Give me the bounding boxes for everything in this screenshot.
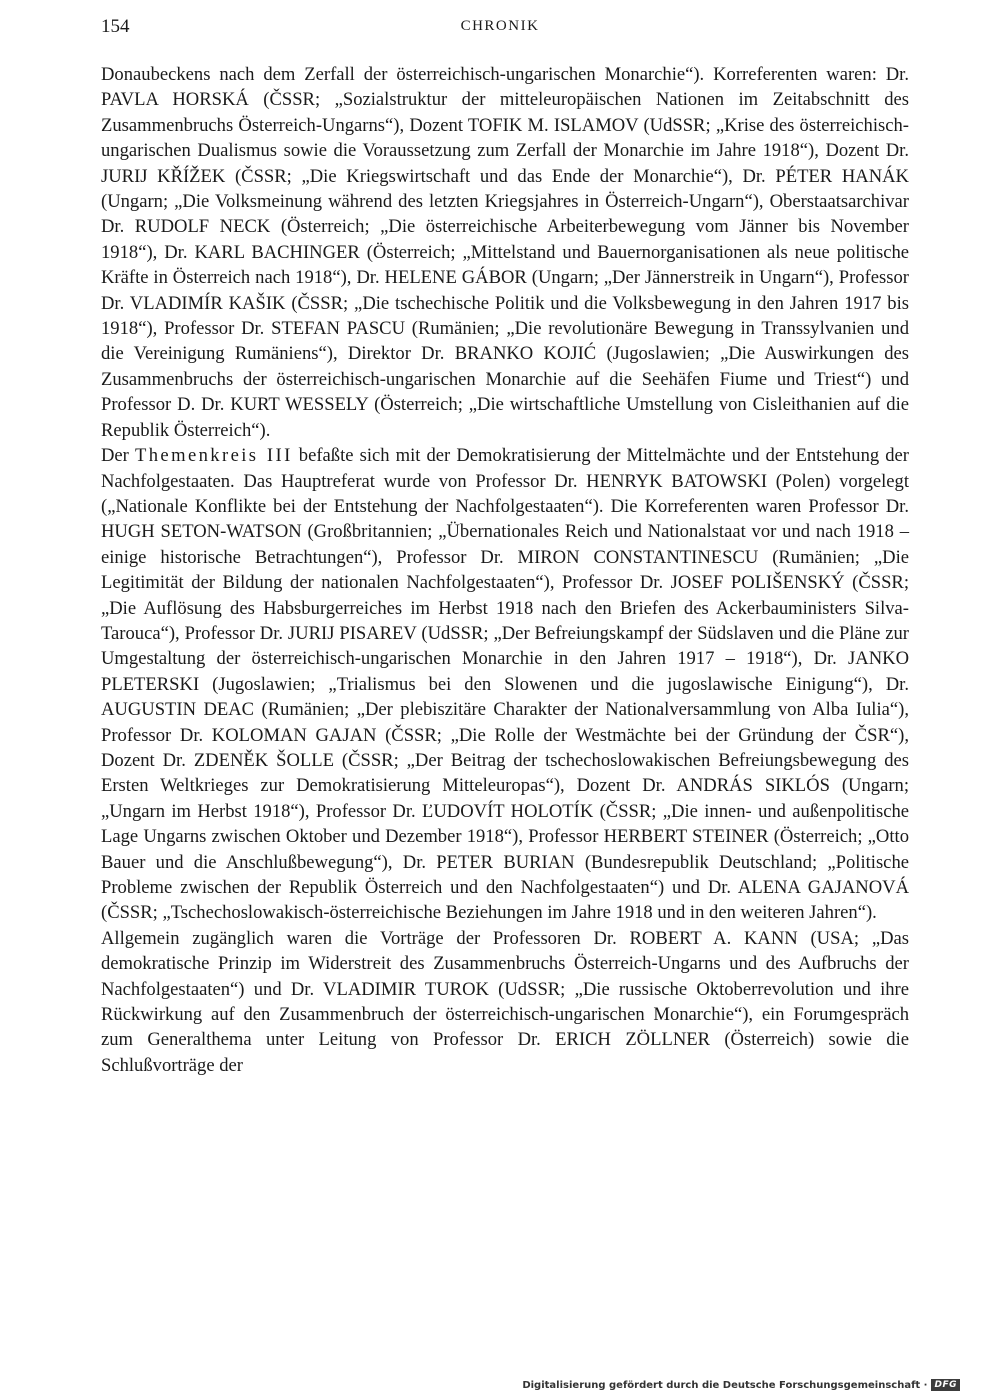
paragraph-2-text: befaßte sich mit der Demokratisierung der Mittelmächte und der Entstehung der Nachfolgestaaten. Das Hauptreferat wurde von Professor Dr. HENRYK BATOWSKI (Polen) vorgelegt („Nationale Konflikte bei der Entstehung der Nachfolgestaaten“). Die Korreferenten waren Professor Dr. HUGH SETON-WATSON (Großbritannien; „Übernationales Reich und Nationalstaat vor und nach 1918 – einige historische Betrachtungen“), Professor Dr. MIRON CONSTANTINESCU (Rumänien; „Die Legitimität der Bildung der nationalen Nachfolgestaaten“), Professor Dr. JOSEF POLIŠENSKÝ (ČSSR; „Die Auflösung des Habsburgerreiches im Herbst 1918 nach den Briefen des Ackerbauministers Silva-Tarouca“), Professor Dr. JURIJ PISAREV (UdSSR; „Der Befreiungskampf der Südslaven und die Pläne zur Umgestaltung der österreichisch-ungarischen Monarchie in den Jahren 1917 – 1918“), Dr. JANKO PLETERSKI (Jugoslawien; „Trialismus bei den Slowenen und die jugoslawische Einigung“), Dr. AUGUSTIN DEAC (Rumänien; „Der plebiszitäre Charakter der Nationalversammlung von Alba Iulia“), Professor Dr. KOLOMAN GAJAN (ČSSR; „Die Rolle der Westmächte bei der Gründung der ČSR“), Dozent Dr. ZDENĚK ŠOLLE (ČSSR; „Der Beitrag der tschechoslowakischen Befreiungsbewegung des Ersten Weltkrieges zur Demokratisierung Mitteleuropas“), Dozent Dr. ANDRÁS SIKLÓS (Ungarn; „Ungarn im Herbst 1918“), Professor Dr. ĽUDOVÍT HOLOTÍK (ČSSR; „Die innen- und außenpolitische Lage Ungarns zwischen Oktober und Dezember 1918“), Professor HERBERT STEINER (Österreich; „Otto Bauer und die Anschlußbewegung“), Dr. PETER BURIAN (Bundesrepublik Deutschland; „Politische Probleme zwischen der Republik Österreich und den Nachfolgestaaten“) und Dr. ALENA GAJANOVÁ (ČSSR; „Tschechoslowakisch-österreichische Beziehungen im Jahre 1918 und in den weiteren Jahren“).: [101, 445, 909, 924]
paragraph-2: [101, 443, 909, 926]
paragraph-2-spaced-term: Themenkreis III: [134, 445, 293, 467]
paragraph-3: [101, 926, 909, 1078]
paragraph-2-lead: Der: [101, 445, 129, 467]
page-number: 154: [101, 16, 130, 37]
paragraph-1: [101, 62, 909, 443]
dfg-logo: DFG: [931, 1379, 960, 1391]
digitization-footer: [522, 1379, 960, 1391]
footer-credit: Digitalisierung gefördert durch die Deutsche Forschungsgemeinschaft ·: [522, 1379, 928, 1391]
paragraph-3-text: Allgemein zugänglich waren die Vorträge der Professoren Dr. ROBERT A. KANN (USA; „Das demokratische Prinzip im Widerstreit des Zusammenbruchs Österreich-Ungarns und des Aufbruchs der Nachfolgestaaten“) und Dr. VLADIMIR TUROK (UdSSR; „Die russische Oktoberrevolution und ihre Rückwirkung auf den Zusammenbruch der österreichisch-ungarischen Monarchie“), ein Forumgespräch zum Generalthema unter Leitung von Professor Dr. ERICH ZÖLLNER (Österreich) sowie die Schlußvorträge der: [101, 927, 909, 1076]
running-head: CHRONIK: [460, 18, 540, 34]
body-text: [101, 62, 909, 1078]
paragraph-1-text: Donaubeckens nach dem Zerfall der österreichisch-ungarischen Monarchie“). Korreferenten waren: Dr. PAVLA HORSKÁ (ČSSR; „Sozialstruktur der mitteleuropäischen Nationen im Zeitabschnitt des Zusammenbruchs Österreich-Ungarns“), Dozent TOFIK M. ISLAMOV (UdSSR; „Krise des österreichisch-ungarischen Dualismus sowie die Voraussetzung zum Zerfall der Monarchie im Jahre 1918“), Dozent Dr. JURIJ KŘÍŽEK (ČSSR; „Die Kriegswirtschaft und das Ende der Monarchie“), Dr. PÉTER HANÁK (Ungarn; „Die Volksmeinung während des letzten Kriegsjahres in Österreich-Ungarn“), Oberstaatsarchivar Dr. RUDOLF NECK (Österreich; „Die österreichische Arbeiterbewegung vom Jänner bis November 1918“), Dr. KARL BACHINGER (Österreich; „Mittelstand und Bauernorganisationen als neue politische Kräfte in Österreich nach 1918“), Dr. HELENE GÁBOR (Ungarn; „Der Jännerstreik in Ungarn“), Professor Dr. VLADIMÍR KAŠIK (ČSSR; „Die tschechische Politik und die Volksbewegung in den Jahren 1917 bis 1918“), Professor Dr. STEFAN PASCU (Rumänien; „Die revolutionäre Bewegung in Transsylvanien und die Vereinigung Rumäniens“), Direktor Dr. BRANKO KOJIĆ (Jugoslawien; „Die Auswirkungen des Zusammenbruchs der österreichisch-ungarischen Monarchie auf die Seehäfen Fiume und Triest“) und Professor D. Dr. KURT WESSELY (Österreich; „Die wirtschaftliche Umstellung von Cisleithanien auf die Republik Österreich“).: [101, 64, 909, 441]
